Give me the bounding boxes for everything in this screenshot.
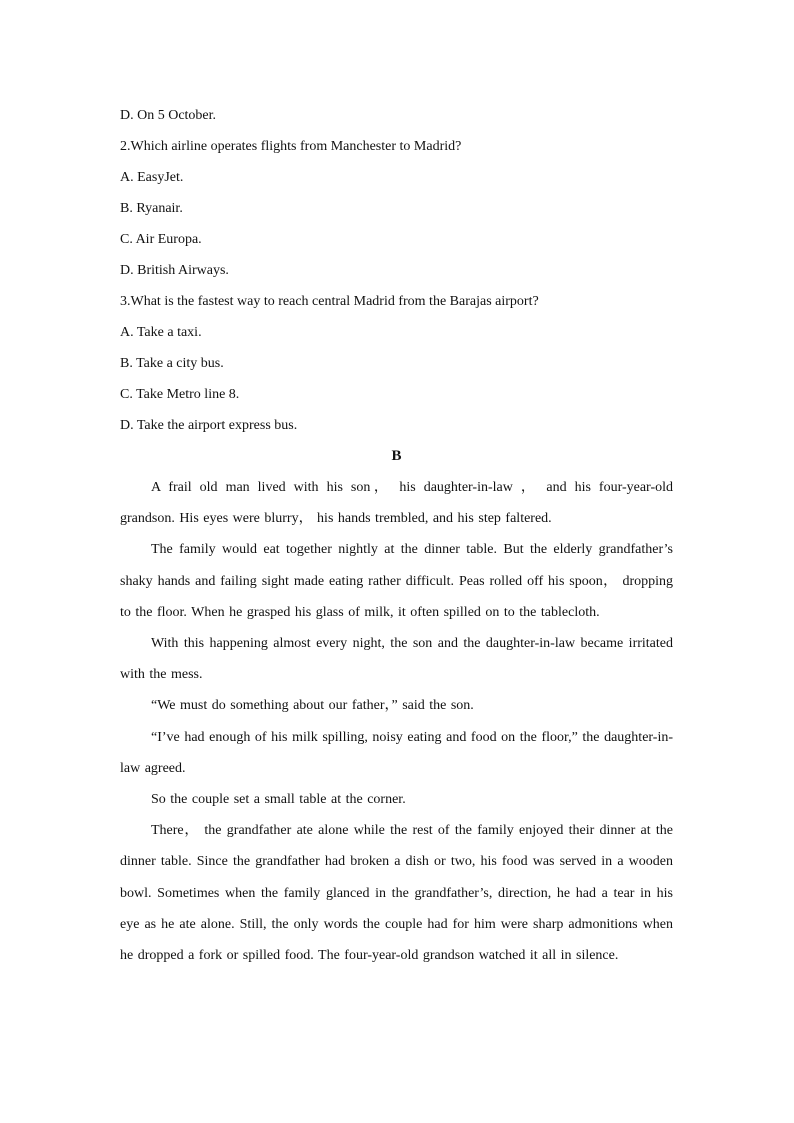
story-paragraph-4: “We must do something about our father，” said the son. <box>151 698 474 714</box>
story-paragraph-1: A frail old man lived with his son， his daughter-in-law ， and his four-year-old grandson. His eyes were blurry， his hands trembled, and his step faltered. <box>120 480 673 527</box>
q1-option-d: D. On 5 October. <box>120 108 217 123</box>
q2-option-a: A. EasyJet. <box>120 170 184 185</box>
q2-question: 2.Which airline operates flights from Manchester to Madrid? <box>120 139 462 154</box>
story-paragraph-7: There， the grandfather ate alone while the rest of the family enjoyed their dinner at the dinner table. Since the grandfather had broken a dish or two, his food was served in a wooden bowl. Sometimes when the family glanced in the grandfather’s, direction, he had a tear in his eye as he ate alone. Still, the only words the couple had for him were sharp admonitions when he dropped a fork or spilled food. The four-year-old grandson watched it all in silence. <box>120 823 673 964</box>
section-b-title: B <box>391 448 402 464</box>
q3-option-c: C. Take Metro line 8. <box>120 387 240 402</box>
q2-option-b: B. Ryanair. <box>120 201 183 216</box>
document-page <box>120 100 673 971</box>
q3-option-d: D. Take the airport express bus. <box>120 418 298 433</box>
q3-option-b: B. Take a city bus. <box>120 356 224 371</box>
story-paragraph-6: So the couple set a small table at the corner. <box>151 792 406 808</box>
q2-option-c: C. Air Europa. <box>120 232 202 247</box>
story-paragraph-3: With this happening almost every night, the son and the daughter-in-law became irritated with the mess. <box>120 636 673 683</box>
q3-question: 3.What is the fastest way to reach central Madrid from the Barajas airport? <box>120 294 539 309</box>
story-paragraph-2: The family would eat together nightly at the dinner table. But the elderly grandfather’s shaky hands and failing sight made eating rather difficult. Peas rolled off his spoon， dropping to the floor. When he grasped his glass of milk, it often spilled on to the tablecloth. <box>120 542 673 620</box>
q3-option-a: A. Take a taxi. <box>120 325 202 340</box>
q2-option-d: D. British Airways. <box>120 263 229 278</box>
story-paragraph-5: “I’ve had enough of his milk spilling, noisy eating and food on the floor,” the daughter-in-law agreed. <box>120 729 673 776</box>
